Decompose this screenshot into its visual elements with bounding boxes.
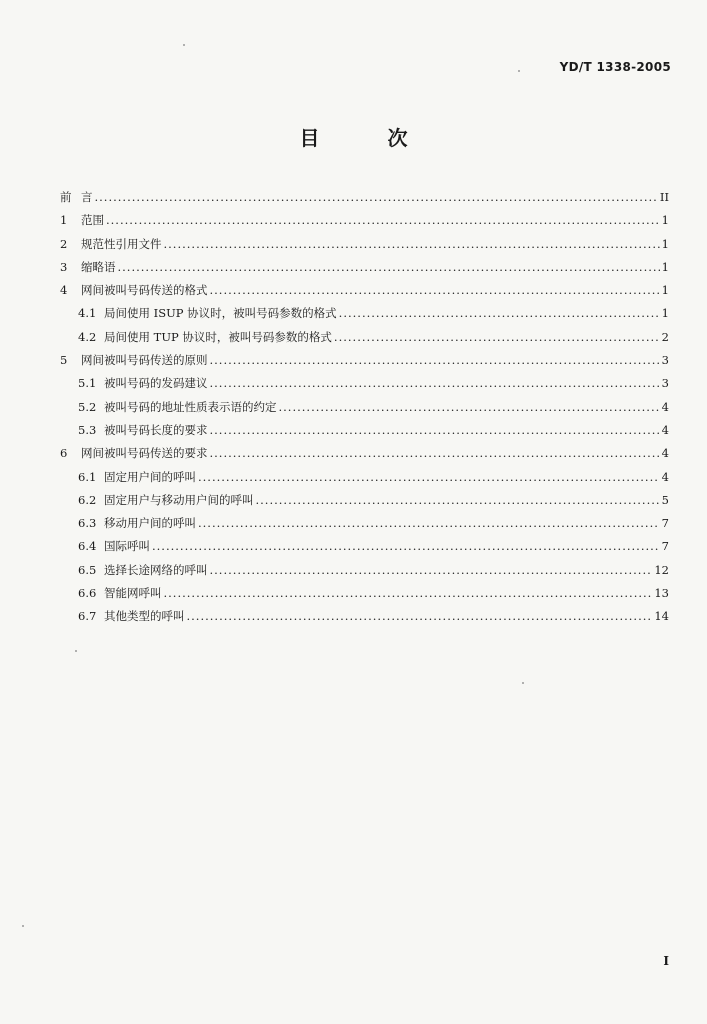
toc-entry-number: 5.1 [78,376,97,391]
dot-leader [339,302,660,325]
toc-entry-number: 5 [60,353,68,368]
scan-speck [518,70,520,72]
toc-entry-number: 4.2 [78,329,97,344]
toc-entry[interactable] [60,489,669,512]
toc-entry[interactable] [60,349,669,372]
toc-entry[interactable] [60,512,669,535]
scan-speck [522,682,524,684]
toc-entry-page: 14 [654,609,669,624]
toc-entry-number: 6.3 [78,516,97,531]
page-number: I [663,954,669,968]
toc-entry-number: 2 [60,236,68,251]
toc-entry-label: 固定用户与移动用户间的呼叫 [104,492,254,507]
dot-leader [210,559,653,582]
toc-entry-number: 6.7 [78,609,97,624]
dot-leader [210,279,660,302]
toc-entry-label: 被叫号码的地址性质表示语的约定 [104,399,277,414]
toc-entry-number: 5.2 [78,399,97,414]
toc-entry-label: 规范性引用文件 [81,236,162,251]
toc-entry[interactable] [60,605,669,628]
toc-entry-number: 3 [60,259,68,274]
toc-entry[interactable] [60,302,669,325]
toc-title-left: 目 [299,126,320,150]
dot-leader [198,466,660,489]
toc-entry-page: 5 [661,492,669,507]
toc-entry[interactable] [60,209,669,232]
toc-entry-label: 国际呼叫 [104,539,150,554]
toc-entry[interactable] [60,396,669,419]
scan-speck [75,650,77,652]
toc-entry-number: 5.3 [78,422,97,437]
toc-entry[interactable] [60,582,669,605]
toc-entry-page: 1 [661,306,669,321]
toc-entry-number: 6.4 [78,539,97,554]
toc-entry-page: 3 [661,353,669,368]
toc-entry-label: 言 [81,190,93,204]
toc-entry-page: 12 [654,562,669,577]
toc-entry[interactable] [60,419,669,442]
toc-entry[interactable] [60,559,669,582]
dot-leader [95,186,658,209]
dot-leader [279,396,660,419]
toc-entry-page: 4 [661,446,669,461]
toc-title-right: 次 [387,126,408,150]
toc-entry-label: 网间被叫号码传送的格式 [81,283,208,298]
toc-entry-page: 7 [661,516,669,531]
toc-entry-label: 被叫号码的发码建议 [104,376,208,391]
toc-entry-label: 智能网呼叫 [104,586,162,601]
toc-entry-label: 网间被叫号码传送的原则 [81,353,208,368]
toc-entry-number: 6.5 [78,562,97,577]
toc-entry-page: II [659,190,669,204]
toc-entry-number: 6 [60,446,68,461]
toc-entry-label: 范围 [81,213,104,228]
dot-leader [210,372,660,395]
dot-leader [164,233,660,256]
dot-leader [152,535,660,558]
toc-entry-label: 网间被叫号码传送的要求 [81,446,208,461]
toc-entry-page: 4 [661,422,669,437]
toc-entry-label: 被叫号码长度的要求 [104,422,208,437]
toc-entry-page: 1 [661,259,669,274]
toc-entry-page: 4 [661,469,669,484]
toc-entry[interactable] [60,372,669,395]
toc-entry-label: 局间使用 ISUP 协议时，被叫号码参数的格式 [104,306,337,321]
dot-leader [210,442,660,465]
toc-entry-page: 2 [661,329,669,344]
toc-entry[interactable] [60,186,669,209]
toc-entry-number: 4.1 [78,306,97,321]
dot-leader [164,582,653,605]
toc-entry[interactable] [60,256,669,279]
dot-leader [210,349,660,372]
toc-entry-label: 其他类型的呼叫 [104,609,185,624]
standard-code-header: YD/T 1338-2005 [559,60,671,74]
dot-leader [210,419,660,442]
scan-speck [183,44,185,46]
table-of-contents [60,186,669,629]
toc-entry-label: 局间使用 TUP 协议时，被叫号码参数的格式 [104,329,332,344]
toc-entry-number: 6.2 [78,492,97,507]
toc-entry[interactable] [60,535,669,558]
toc-entry-page: 3 [661,376,669,391]
scan-speck [22,925,24,927]
toc-entry-page: 1 [661,213,669,228]
dot-leader [198,512,660,535]
toc-entry[interactable] [60,466,669,489]
toc-entry-number: 前 [60,190,72,204]
toc-entry-page: 1 [661,283,669,298]
toc-entry-label: 选择长途网络的呼叫 [104,562,208,577]
dot-leader [187,605,653,628]
dot-leader [334,326,660,349]
toc-entry-page: 4 [661,399,669,414]
toc-entry-number: 1 [60,213,68,228]
dot-leader [106,209,660,232]
toc-title [0,122,707,151]
dot-leader [118,256,660,279]
toc-entry[interactable] [60,442,669,465]
toc-entry-label: 缩略语 [81,259,116,274]
dot-leader [256,489,660,512]
toc-entry-page: 7 [661,539,669,554]
toc-entry-page: 1 [661,236,669,251]
toc-entry-number: 6.1 [78,469,97,484]
toc-entry-label: 固定用户间的呼叫 [104,469,196,484]
toc-entry-number: 6.6 [78,586,97,601]
toc-entry-number: 4 [60,283,68,298]
toc-entry-label: 移动用户间的呼叫 [104,516,196,531]
toc-entry[interactable] [60,326,669,349]
toc-entry[interactable] [60,233,669,256]
toc-entry[interactable] [60,279,669,302]
toc-entry-page: 13 [654,586,669,601]
